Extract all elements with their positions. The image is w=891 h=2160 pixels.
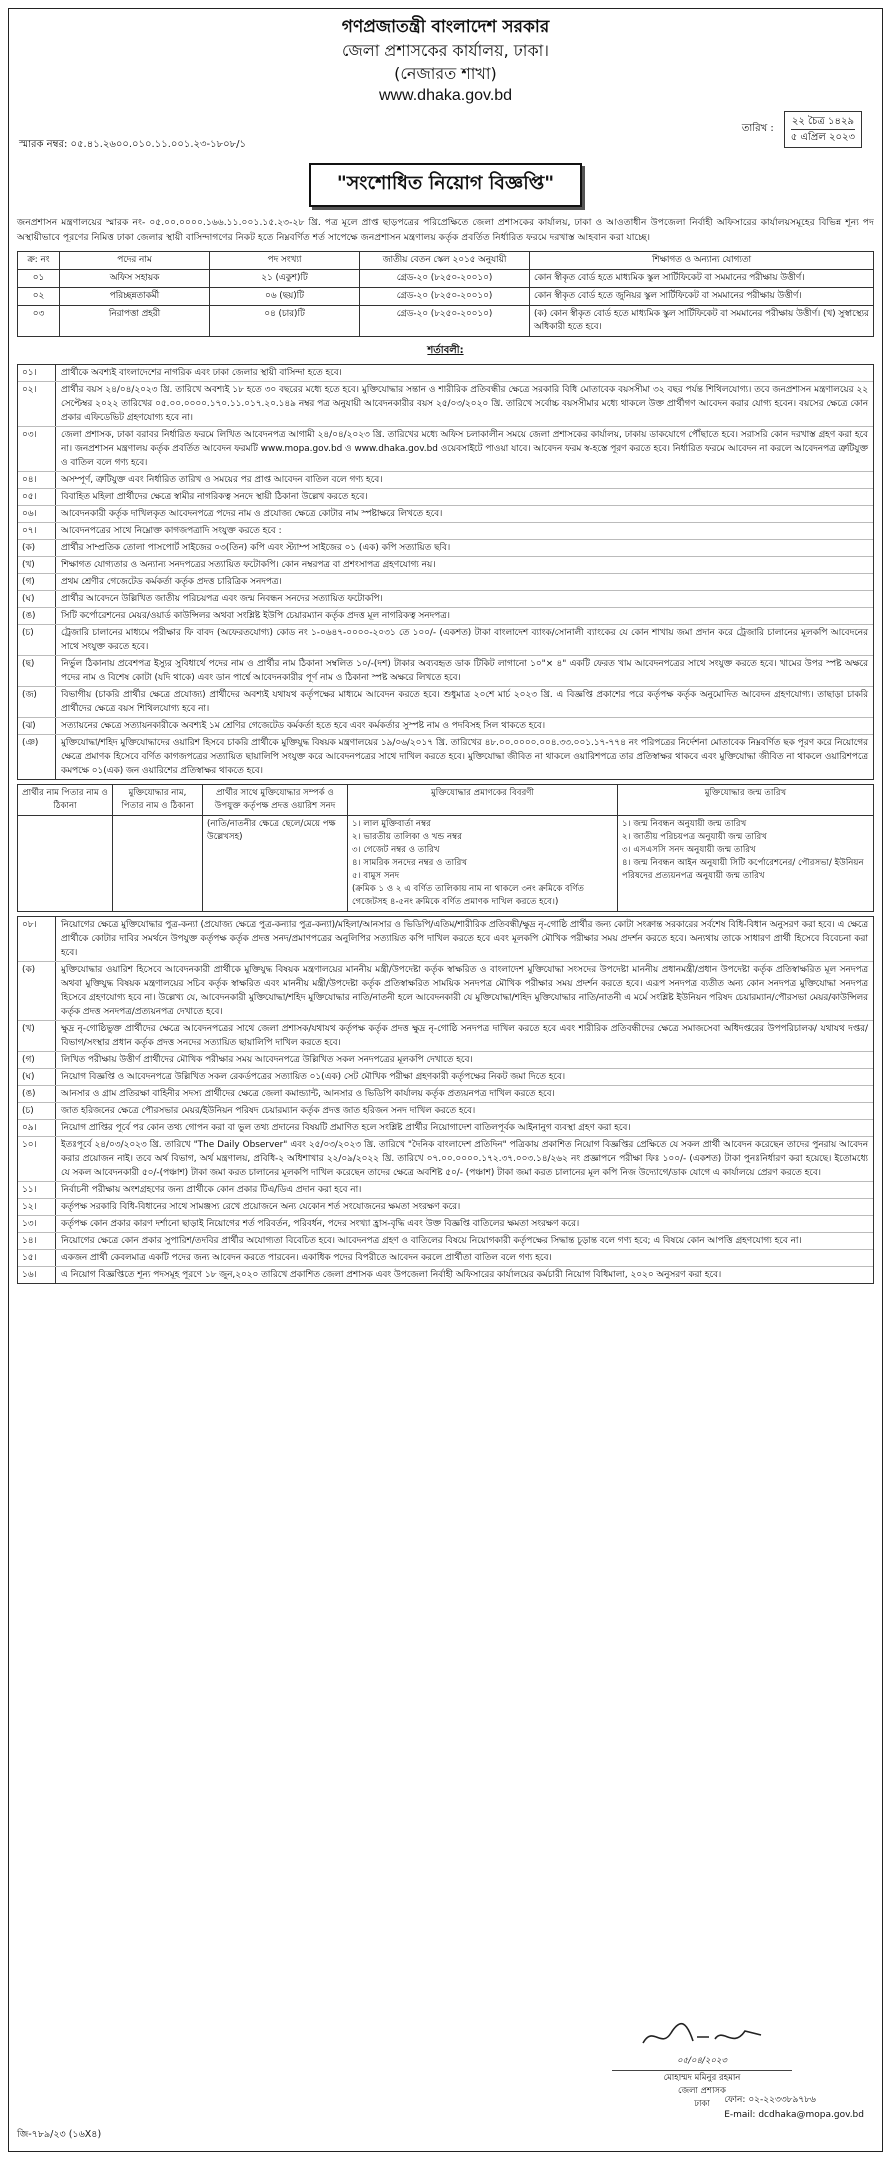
condition-item (18, 962, 873, 1021)
condition-item (18, 735, 873, 779)
posts-table (17, 251, 874, 337)
condition-number: (ক) (18, 540, 56, 556)
ff-proof-line: ৪। সামরিক সনদের নম্বর ও তারিখ (352, 858, 467, 868)
condition-text: মুক্তিযোদ্ধার ওয়ারিশ হিসেবে আবেদনকারী প্রার্থীকে মুক্তিযুদ্ধ বিষয়ক মন্ত্রণালয়ের মাননীয় মন্ত্রী/উপদেষ্টা কর্তৃক স্বাক্ষরিত ও বাংলাদেশ মুক্তিযোদ্ধা সংসদের উপদেষ্টা মাননীয় প্রধানমন্ত্রী/প্রধান উপদেষ্টা কর্তৃক প্রতিস্বাক্ষরিত মূল সনদপত্র অথবা মুক্তিযুদ্ধ বিষয়ক মন্ত্রণালয়ের সচিব কর্তৃক স্বাক্ষরিত এবং মাননীয় মন্ত্রী/উপদেষ্টা কর্তৃক প্রতিস্বাক্ষরিত সাময়িক সনদপত্র মৌখিক পরীক্ষার সময় প্রদর্শন করতে হবে। এরূপ সনদপত্র ব্যতীত অন্য কোন সনদপত্র মুক্তিযোদ্ধা সনদপত্র হিসেবে গ্রহণযোগ্য হবে না। উল্লেখ্য যে, আবেদনকারী মুক্তিযোদ্ধা/শহিদ মুক্তিযোদ্ধার নাতি/নাতনী হলে আবেদনকারী যে মুক্তিযোদ্ধা/শহিদ মুক্তিযোদ্ধার নাতি/নাতনী এ মর্মে সংশ্লিষ্ট ইউনিয়ন পরিষদ চেয়ারম্যান/পৌরসভা মেয়র/কাউন্সিলর কর্তৃক প্রদত্ত সনদপত্র/প্রত্যয়নপত্র দেখাতে হবে। (61, 965, 868, 1017)
condition-text: নিয়োগের ক্ষেত্রে মুক্তিযোদ্ধার পুত্র-কন্যা (প্রযোজ্য ক্ষেত্রে পুত্র-কন্যার পুত্র-কন্যা)/মহিলা/আনসার ও ভিডিপি/এতিম/শারীরিক প্রতিবন্ধী/ক্ষুদ্র নৃ-গোষ্ঠি প্রার্থীর জন্য কোটা সংক্রান্ত সরকারের সর্বশেষ বিধি-বিধান অনুসরণ করা হবে। এ ক্ষেত্রে প্রার্থীকে কোটার দাবির সমর্থনে উপযুক্ত কর্তৃপক্ষ কর্তৃক প্রদত্ত সনদ/প্রমাণপত্রের অনুলিপির সত্যায়িত কপি দাখিল করতে হবে এবং মূলকপি মৌখিক পরীক্ষার সময় প্রদর্শন করতে হবে। অন্যথায় তাকে সাধারণ প্রার্থী হিসেবে বিবেচনা করা হবে। (61, 920, 868, 958)
condition-number: ০৯। (18, 1120, 56, 1136)
ff-col-2: মুক্তিযোদ্ধার নাম, পিতার নাম ও ঠিকানা (113, 785, 203, 816)
condition-text: জেলা প্রশাসক, ঢাকা বরাবর নির্ধারিত ফরমে লিখিত আবেদনপত্র আগামী ২৪/০৪/২০২৩ খ্রি. তারিখের মধ্যে অফিস চলাকালীন সময়ে জেলা প্রশাসকের কার্যালয়, ঢাকায় ডাকযোগে পৌঁছাতে হবে। সরাসরি কোন দরখাস্ত গ্রহণ করা হবে না। জনপ্রশাসন মন্ত্রণালয় কর্তৃক প্রবর্তিত আবেদন ফরমটি www.mopa.gov.bd ও www.dhaka.gov.bd ওয়েবসাইটে পাওয়া যাবে। আবেদন ফরম স্ব-হস্তে পূরণ করতে হবে। নির্ধারিত ফরমে আবেদন না করলে আবেদনপত্র ত্রুটিযুক্ত ও বাতিল বলে গণ্য হবে। (61, 430, 868, 468)
date-block (742, 111, 862, 148)
condition-text: বিভাগীয় (চাকরি প্রার্থীর ক্ষেত্রে প্রযোজ্য) প্রার্থীদের অবশ্যই যথাযথ কর্তৃপক্ষের মাধ্যমে আবেদন করতে হবে। শুধুমাত্র ২০শে মার্চ ২০২৩ খ্রি. এ বিজ্ঞপ্তি প্রকাশের পরে কর্তৃপক্ষ কর্তৃক অনুমোদিত আবেদন গ্রহণযোগ্য। তাছাড়া চাকরি প্রার্থীদের ক্ষেত্রে বয়স শিথিলযোগ্য হবে না। (61, 690, 868, 714)
govt-name: গণপ্রজাতন্ত্রী বাংলাদেশ সরকার (341, 17, 550, 37)
posts-cell: ০৬ (ছয়)টি (210, 288, 360, 306)
condition-number: (ঙ) (18, 608, 56, 624)
posts-cell: গ্রেড-২০ (৮২৫০-২০০১০) (360, 288, 530, 306)
ff-proof-line: ২। জাতীয় পরিচয়পত্র অনুযায়ী জন্ম তারিখ (622, 832, 767, 842)
condition-number: ০৭। (18, 523, 56, 539)
condition-number: (চ) (18, 625, 56, 655)
condition-text: লিখিত পরীক্ষায় উত্তীর্ণ প্রার্থীদের মৌখিক পরীক্ষার সময় আবেদনপত্রে উল্লিখিত সকল সনদপত্রের মূলকপি দেখাতে হবে। (61, 1055, 473, 1065)
condition-item (18, 382, 873, 427)
ff-col-5: মুক্তিযোদ্ধার জন্ম তারিখ (618, 785, 874, 816)
condition-item (18, 1069, 873, 1086)
posts-cell: অফিস সহায়ক (60, 270, 210, 288)
posts-cell: ২১ (একুশ)টি (210, 270, 360, 288)
condition-text: মুক্তিযোদ্ধা/শহিদ মুক্তিযোদ্ধাদের ওয়ারিশ হিসবে চাকরি প্রার্থীকে মুক্তিযুদ্ধ বিষয়ক মন্ত্রণালয়ের ১৯/০৬/২০১৭ খ্রি. তারিখের ৪৮.০০.০০০০.০০৪.৩৩.০০১.১৭-৭৭৪ নং পরিপত্রের নির্দেশনা মোতাবেক নিম্নবর্ণিত ছক পূরণ করে নিয়োগের ক্ষেত্রে প্রমাণক হিসেবে বর্ণিত কাগজপত্রের সত্যায়িত ছায়ালিপি সংযুক্ত করে আবেদনপত্রের সাথে দাখিল করতে হবে। মুক্তিযোদ্ধা জীবিত না থাকলে ওয়ারিশপত্রে তার প্রতিস্বাক্ষর থাকবে এবং মুক্তিযোদ্ধা জীবিত না থাকলে ওয়ারিশপত্রে কমপক্ষে ০১(এক) জন ওয়ারিশের প্রতিস্বাক্ষর থাকতে হবে। (61, 738, 868, 776)
condition-item (18, 625, 873, 656)
ff-cell-birthdate (618, 816, 874, 912)
conditions-title: শর্তাবলী: (427, 345, 464, 356)
condition-item (18, 489, 873, 506)
posts-cell: (ক) কোন স্বীকৃত বোর্ড হতে মাধ্যমিক স্কুল সার্টিফিকেট বা সমমানের পরীক্ষায় উত্তীর্ণ। (খ) সুস্বাস্থ্যের অধিকারী হতে হবে। (530, 306, 874, 337)
condition-text: প্রার্থীর বয়স ২৪/০৪/২০২৩ খ্রি. তারিখে অবশ্যই ১৮ হতে ৩০ বছরের মধ্যে হতে হবে। মুক্তিযোদ্ধার সন্তান ও শারীরিক প্রতিবন্ধীর ক্ষেত্রে সরকারি বিধি মোতাবেক বয়সসীমা ৩২ বছর পর্যন্ত শিথিলযোগ্য। তবে জনপ্রশাসন মন্ত্রণালয়ের ২২ সেপ্টেম্বর ২০২২ তারিখের ০৫.০০.০০০০.১৭০.১১.০১৭.২০.১৪৯ নম্বর পত্র অনুযায়ী আবেদনকারীর বয়স ২৫/০৩/২০২০ খ্রি. তারিখে সর্বোচ্চ বয়সসীমার মধ্যে থাকলে উক্ত প্রার্থীগণ আবেদন করার যোগ্য হবেন। বয়সের ক্ষেত্রে কোন প্রকার এফিডেভিট গ্রহণযোগ্য হবে না। (61, 385, 868, 423)
condition-text: এ নিয়োগ বিজ্ঞপ্তিতে শূন্য পদসমূহ পূরণে ১৮ জুন,২০২০ তারিখে প্রকাশিত জেলা প্রশাসক এবং উপজেলা নির্বাহী অফিসারের কার্যালয়ের কর্মচারী নিয়োগ বিধিমালা, ২০২০ অনুসরণ করা হবে। (61, 1270, 722, 1280)
condition-item (18, 1233, 873, 1250)
condition-item (18, 365, 873, 382)
condition-item (18, 1250, 873, 1267)
notice-page (8, 8, 883, 2152)
condition-number: (ঞ) (18, 735, 56, 779)
condition-number: ১২। (18, 1199, 56, 1215)
date-gregorian: ৫ এপ্রিল ২০২৩ (791, 129, 855, 145)
condition-item (18, 656, 873, 687)
condition-number: (খ) (18, 557, 56, 573)
condition-number: ১৬। (18, 1267, 56, 1283)
condition-text: একজন প্রার্থী কেবলমাত্র একটি পদের জন্য আবেদন করতে পারবেন। একাধিক পদের বিপরীতে আবেদন করলে প্রার্থীতা বাতিল বলে গণ্য হবে। (61, 1253, 552, 1263)
memo-number: স্মারক নম্বর: ০৫.৪১.২৬০০.০১০.১১.০০১.২৩-১৮০৮/১ (19, 139, 246, 150)
condition-text: নির্বাচনী পরীক্ষায় অংশগ্রহণের জন্য প্রার্থীকে কোন প্রকার টিএ/ডিএ প্রদান করা হবে না। (61, 1185, 362, 1195)
condition-text: নির্ভুল ঠিকানায় প্রবেশপত্র ইস্যুর সুবিধার্থে পদের নাম ও প্রার্থীর নাম ঠিকানা সম্বলিত ১০/-(দশ) টাকার অব্যবহৃত ডাক টিকিট লাগানো ১০"× ৪" একটি ফেরত খাম আবেদনপত্রের সাথে সংযুক্ত করতে হবে। খামের উপর স্পষ্ট অক্ষরে পদের নাম ও বিশেষ কোটা (যদি থাকে) এবং ডান পার্শ্বে আবেদনকারীর পূর্ণ নাম ও ঠিকানা স্পষ্ট অক্ষরে লিখতে হবে। (61, 659, 868, 683)
condition-item (18, 1199, 873, 1216)
condition-text: আবেদনপত্রের সাথে নিম্নোক্ত কাগজপত্রাদি সংযুক্ত করতে হবে : (61, 526, 282, 536)
condition-number: ০৩। (18, 427, 56, 471)
condition-text: সত্যায়নের ক্ষেত্রে সত্যায়নকারীকে অবশ্যই ১ম শ্রেণির গেজেটেড কর্মকর্তা হতে হবে এবং কর্মকর্তার সুস্পষ্ট নাম ও পদবিসহ সিল থাকতে হবে। (61, 721, 546, 731)
signature-date: ০৫/০৪/২০২৩ (677, 2056, 727, 2066)
header (17, 15, 874, 107)
condition-number: (খ) (18, 1021, 56, 1051)
condition-item (18, 608, 873, 625)
condition-item (18, 574, 873, 591)
condition-text: বিবাহিত মহিলা প্রার্থীদের ক্ষেত্রে স্বামীর নাগরিকত্ব সনদে স্থায়ী ঠিকানা উল্লেখ করতে হবে। (61, 492, 368, 502)
conditions-list-a (17, 364, 874, 780)
phone: ফোন: ০২-২২৩৩৮৯৭৮৬ (724, 2095, 816, 2105)
condition-item (18, 1103, 873, 1120)
ff-table-row (18, 816, 874, 912)
date-label: তারিখ : (741, 123, 774, 134)
condition-number: ১৫। (18, 1250, 56, 1266)
freedom-fighter-table (17, 784, 874, 912)
ff-table-header (18, 785, 874, 816)
posts-table-row (18, 270, 874, 288)
condition-text: নিয়োগের ক্ষেত্রে কোন প্রকার সুপারিশ/তদবির প্রার্থীর অযোগ্যতা বিবেচিত হবে। আবেদনপত্র গ্রহণ ও বাতিলের বিষয়ে নিয়োগকারী কর্তৃপক্ষের সিদ্ধান্ত চূড়ান্ত বলে গণ্য হবে; এ বিষয়ে কোন আপত্তি গ্রহণযোগ্য হবে না। (61, 1236, 802, 1246)
condition-number: ০৬। (18, 506, 56, 522)
condition-item (18, 1021, 873, 1052)
condition-item (18, 1052, 873, 1069)
condition-text: প্রথম শ্রেণীর গেজেটেড কর্মকর্তা কর্তৃক প্রদত্ত চারিত্রিক সনদপত্র। (61, 577, 282, 587)
col-serial: ক্র: নং (18, 252, 60, 270)
col-post: পদের নাম (60, 252, 210, 270)
condition-item (18, 917, 873, 962)
condition-number: (ঝ) (18, 718, 56, 734)
condition-text: সিটি কর্পোরেশনের মেয়র/ওয়ার্ড কাউন্সিলর অথবা সংশ্লিষ্ট ইউপি চেয়ারম্যান কর্তৃক প্রদত্ত মূল নাগরিকত্ব সনদপত্র। (61, 611, 450, 621)
condition-number: ০২। (18, 382, 56, 426)
condition-text: কর্তৃপক্ষ সরকারি বিধি-বিধানের সাথে সামঞ্জস্য রেখে প্রয়োজনে অন্য যেকোন শর্ত সংযোজনের ক্ষমতা সংরক্ষণ করে। (61, 1202, 461, 1212)
date-box (784, 111, 862, 148)
col-qualification: শিক্ষাগত ও অন্যান্য যোগ্যতা (530, 252, 874, 270)
condition-item (18, 1137, 873, 1182)
condition-text: কর্তৃপক্ষ কোন প্রকার কারণ দর্শানো ছাড়াই নিয়োগের শর্ত পরিবর্তন, পরিবর্ধন, পদের সংখ্যা হ্রাস-বৃদ্ধি এবং উক্ত বিজ্ঞপ্তি বাতিলের ক্ষমতা সংরক্ষণ করে। (61, 1219, 580, 1229)
ff-proof-line: ৪। জন্ম নিবন্ধন আইন অনুযায়ী সিটি কর্পোরেশনের/ পৌরসভা/ ইউনিয়ন পরিষদের প্রত্যয়নপত্র অনুযায়ী জন্ম তারিখ (622, 858, 864, 881)
condition-text: নিয়োগ বিজ্ঞপ্তি ও আবেদনপত্রে উল্লিখিত সকল রেকর্ডপত্রের সত্যায়িত ০১(এক) সেট মৌখিক পরীক্ষা গ্রহণকারী কর্তৃপক্ষের নিকট জমা দিতে হবে। (61, 1072, 566, 1082)
condition-number: (গ) (18, 1052, 56, 1068)
posts-cell: গ্রেড-২০ (৮২৫০-২০০১০) (360, 270, 530, 288)
condition-number: ০৮। (18, 917, 56, 961)
signatory-name: মোহাম্মদ মমিনুর রহমান (612, 2070, 792, 2085)
condition-number: (ছ) (18, 656, 56, 686)
ff-proof-line: ৩। এসএসসি সনদ অনুযায়ী জন্ম তারিখ (622, 845, 756, 855)
posts-cell: কোন স্বীকৃত বোর্ড হতে জুনিয়র স্কুল সার্টিফিকেট বা সমমানের পরীক্ষায় উত্তীর্ণ। (530, 288, 874, 306)
posts-cell: ০২ (18, 288, 60, 306)
condition-number: ০৪। (18, 472, 56, 488)
ff-col-4: মুক্তিযোদ্ধার প্রমাণকের বিবরণী (348, 785, 618, 816)
condition-item (18, 557, 873, 574)
contact-block (724, 2093, 864, 2123)
condition-item (18, 1182, 873, 1199)
condition-number: (ঘ) (18, 1069, 56, 1085)
ff-col-3: প্রার্থীর সাথে মুক্তিযোদ্ধার সম্পর্ক ও উপযুক্ত কর্তৃপক্ষ প্রদত্ত ওয়ারিশ সনদ (203, 785, 348, 816)
condition-item (18, 1086, 873, 1103)
col-scale: জাতীয় বেতন স্কেল ২০১৫ অনুযায়ী (360, 252, 530, 270)
ff-cell-candidate (18, 816, 113, 912)
ff-proof-line: ৫। বামুস সনদ (352, 871, 400, 881)
condition-text: ট্রেজারি চালানের মাধ্যমে পরীক্ষার ফি বাবদ (অফেরতযোগ্য) কোড নং ১-০৬৪৭-০০০০-২০৩১ তে ১০০/- (একশত) টাকা বাংলাদেশ ব্যাংক/সোনালী ব্যাংকের যে কোন শাখায় জমা প্রদান করে ট্রেজারি চালানের মূলকপি আবেদনের সাথে সংযুক্ত করতে হবে। (61, 628, 868, 652)
condition-item (18, 1216, 873, 1233)
condition-text: নিয়োগ প্রাপ্তির পূর্বে পর কোন তথ্য গোপন করা বা ভুল তথ্য প্রদানের বিষয়টি প্রমাণিত হলে সংশ্লিষ্ট প্রার্থীর নিয়োগাদেশ বাতিলপূর্বক আইনানুগ ব্যবস্থা গ্রহণ করা হবে। (61, 1123, 631, 1133)
condition-item (18, 427, 873, 472)
posts-table-header (18, 252, 874, 270)
posts-cell: পরিচ্ছন্নতাকর্মী (60, 288, 210, 306)
website: www.dhaka.gov.bd (378, 87, 513, 104)
condition-text: প্রার্থীর আবেদনে উল্লিখিত জাতীয় পরিচয়পত্র এবং জন্ম নিবন্ধন সনদের সত্যায়িত ফটোকপি। (61, 594, 383, 604)
condition-text: অসম্পূর্ণ, ত্রুটিযুক্ত এবং নির্ধারিত তারিখ ও সময়ের পর প্রাপ্ত আবেদন বাতিল বলে গণ্য হবে। (61, 475, 383, 485)
date-bengali: ২২ চৈত্র ১৪২৯ (791, 116, 854, 127)
condition-text: আনসার ও গ্রাম প্রতিরক্ষা বাহিনীর সদস্য প্রার্থীদের ক্ষেত্রে জেলা কমান্ড্যান্ট, আনসার ও ভিডিপি কার্যালয় কর্তৃক প্রত্যয়নপত্র দাখিল করতে হবে। (61, 1089, 555, 1099)
condition-number: (ঘ) (18, 591, 56, 607)
meta-row (17, 109, 874, 159)
condition-number: ১৩। (18, 1216, 56, 1232)
condition-number: ০১। (18, 365, 56, 381)
ff-proof-line: ২। ভারতীয় তালিকা ও খন্ড নম্বর (352, 832, 462, 842)
intro-paragraph: জনপ্রশাসন মন্ত্রণালয়ের স্মারক নং- ০৫.০০.০০০০.১৬৬.১১.০০১.১৫.২৩-২৮ খ্রি. পত্র মূলে প্রাপ্ত ছাড়পত্রের পরিপ্রেক্ষিতে জেলা প্রশাসকের কার্যালয়, ঢাকা ও আওতাধীন উপজেলা নির্বাহী অফিসারের কার্যালয়সমূহের বিভিন্ন শূন্য পদ অস্থায়ীভাবে পূরণের নিমিত্ত ঢাকা জেলার স্থায়ী বাসিন্দাগণের নিকট হতে নিম্নবর্ণিত শর্ত সাপেক্ষে জনপ্রশাসন মন্ত্রণালয় কর্তৃক প্রবর্তিত নির্ধারিত ফরমে দরখাস্ত আহবান করা যাচ্ছে। (17, 217, 874, 243)
condition-number: (চ) (18, 1103, 56, 1119)
posts-cell: নিরাপত্তা প্রহরী (60, 306, 210, 337)
condition-item (18, 506, 873, 523)
condition-text: ইতঃপূর্বে ২৪/০৩/২০২৩ খ্রি. তারিখে "The Daily Observer" এবং ২৫/০৩/২০২৩ খ্রি. তারিখে "দৈনিক বাংলাদেশ প্রতিদিন" পত্রিকায় প্রকাশিত নিয়োগ বিজ্ঞপ্তির প্রেক্ষিতে যে সকল প্রার্থী আবেদন করেছেন তাদের পুনরায় আবেদন করার প্রয়োজন নাই। তবে অর্থ বিভাগ, অর্থ মন্ত্রণালয়, প্রবিধি-২ অধিশাখার ২২/০৯/২০২২ খ্রি. তারিখে ০৭.০০.০০০০.১৭২.৩৭.০০৩.১৪/২৬২ নং প্রজ্ঞাপনে পরীক্ষা ফিঃ ১০০/- (একশত) টাকা পুনঃনির্ধারণ করা হয়েছে। ইতোমধ্যে যে সকল আবেদনকারী ৫০/-(পঞ্চাশ) টাকা জমা করত চালানের মূলকপি দাখিল করেছেন তাদের ক্ষেত্রে অবশিষ্ট ৫০/- (পঞ্চাশ) টাকা জমা করত চালানের মূল কপি নিজ উদ্যোগে/ডাক যোগে এ কার্যালয়ে প্রেরণ করতে হবে। (61, 1140, 868, 1178)
ff-col-1: প্রার্থীর নাম পিতার নাম ও ঠিকানা (18, 785, 113, 816)
print-code: জি-৭৮৯/২৩ (১৬X৪) (17, 2129, 102, 2140)
condition-number: ০৫। (18, 489, 56, 505)
signatory-designation: জেলা প্রশাসক (678, 2086, 726, 2096)
condition-text: জাত হরিজনের ক্ষেত্রে পৌরসভার মেয়র/ইউনিয়ন পরিষদ চেয়ারম্যান কর্তৃক প্রদত্ত জাত হরিজন সনদ দাখিল করতে হবে। (61, 1106, 476, 1116)
ff-cell-proof (348, 816, 618, 912)
posts-table-row (18, 306, 874, 337)
posts-cell: ০১ (18, 270, 60, 288)
col-count: পদ সংখ্যা (210, 252, 360, 270)
condition-number: ১১। (18, 1182, 56, 1198)
condition-number: (ক) (18, 962, 56, 1020)
condition-item (18, 687, 873, 718)
condition-text: প্রার্থীকে অবশ্যই বাংলাদেশের নাগরিক এবং ঢাকা জেলার স্থায়ী বাসিন্দা হতে হবে। (61, 368, 342, 378)
posts-cell: গ্রেড-২০ (৮২৫০-২০০১০) (360, 306, 530, 337)
condition-item (18, 1267, 873, 1283)
condition-item (18, 718, 873, 735)
condition-text: ক্ষুদ্র নৃ-গোষ্ঠিভুক্ত প্রার্থীদের ক্ষেত্রে আবেদনপত্রের সাথে জেলা প্রশাসক/যথাযথ কর্তৃপক্ষ কর্তৃক প্রদত্ত ক্ষুদ্র নৃ-গোষ্ঠি সনদপত্র দাখিল করতে হবে এবং শারীরিক প্রতিবন্ধীদের ক্ষেত্রে সমাজসেবা অধিদপ্তরের উপপরিচালক/ যথাযথ দপ্তর/বিভাগ/সংস্থার প্রধান কর্তৃক প্রদত্ত সনদের সত্যায়িত ছায়ালিপি দাখিল করতে হবে। (61, 1024, 868, 1048)
posts-cell: ০৪ (চার)টি (210, 306, 360, 337)
ff-proof-line: (ক্রমিক ১ ও ২ এ বর্ণিত তালিকায় নাম না থাকলে ৩নং ক্রমিকে বর্ণিত গেজেটসহ ৪-৫নং ক্রমিকে বর্ণিত প্রমাণক দাখিল করতে হবে।) (352, 884, 584, 907)
ff-cell-relation: (নাতি/নাতনীর ক্ষেত্রে ছেলে/মেয়ে পক্ষ উল্লেখসহ) (203, 816, 348, 912)
condition-item (18, 1120, 873, 1137)
condition-item (18, 591, 873, 608)
notice-title: "সংশোধিত নিয়োগ বিজ্ঞপ্তি" (309, 163, 582, 207)
section-name: (নেজারত শাখা) (394, 64, 497, 83)
ff-proof-line: ১। জন্ম নিবন্ধন অনুযায়ী জন্ম তারিখ (622, 819, 747, 829)
condition-number: (জ) (18, 687, 56, 717)
posts-table-row (18, 288, 874, 306)
condition-text: প্রার্থীর সাম্প্রতিক তোলা পাসপোর্ট সাইজের ০৩(তিন) কপি এবং স্ট্যাম্প সাইজের ০১ (এক) কপি সত্যায়িত ছবি। (61, 543, 451, 553)
condition-number: (গ) (18, 574, 56, 590)
condition-item (18, 523, 873, 540)
condition-text: শিক্ষাগত যোগ্যতার ও অন্যান্য সনদপত্রের সত্যায়িত ফটোকপি। কোন নম্বরপত্র বা প্রশংসাপত্র গ্রহণযোগ্য নয়। (61, 560, 436, 570)
signatory-office: ঢাকা (694, 2099, 710, 2109)
signature-mark (637, 2019, 767, 2053)
condition-text: আবেদনকারী কর্তৃক দাখিলকৃত আবেদনপত্রে পদের নাম ও প্রযোজ্য ক্ষেত্রে কোটার নাম স্পষ্টাক্ষরে লিখতে হবে। (61, 509, 443, 519)
posts-cell: ০৩ (18, 306, 60, 337)
email: E-mail: dcdhaka@mopa.gov.bd (724, 2110, 864, 2120)
ff-proof-line: ৩। গেজেট নম্বর ও তারিখ (352, 845, 440, 855)
condition-number: (ঙ) (18, 1086, 56, 1102)
ff-cell-freedom-fighter (113, 816, 203, 912)
condition-item (18, 472, 873, 489)
posts-cell: কোন স্বীকৃত বোর্ড হতে মাধ্যমিক স্কুল সার্টিফিকেট বা সমমানের পরীক্ষায় উত্তীর্ণ। (530, 270, 874, 288)
conditions-list-b (17, 916, 874, 1284)
condition-item (18, 540, 873, 557)
ff-proof-line: ১। লাল মুক্তিবার্তা নম্বর (352, 819, 431, 829)
condition-number: ১৪। (18, 1233, 56, 1249)
office-name: জেলা প্রশাসকের কার্যালয়, ঢাকা। (341, 41, 550, 60)
condition-number: ১০। (18, 1137, 56, 1181)
